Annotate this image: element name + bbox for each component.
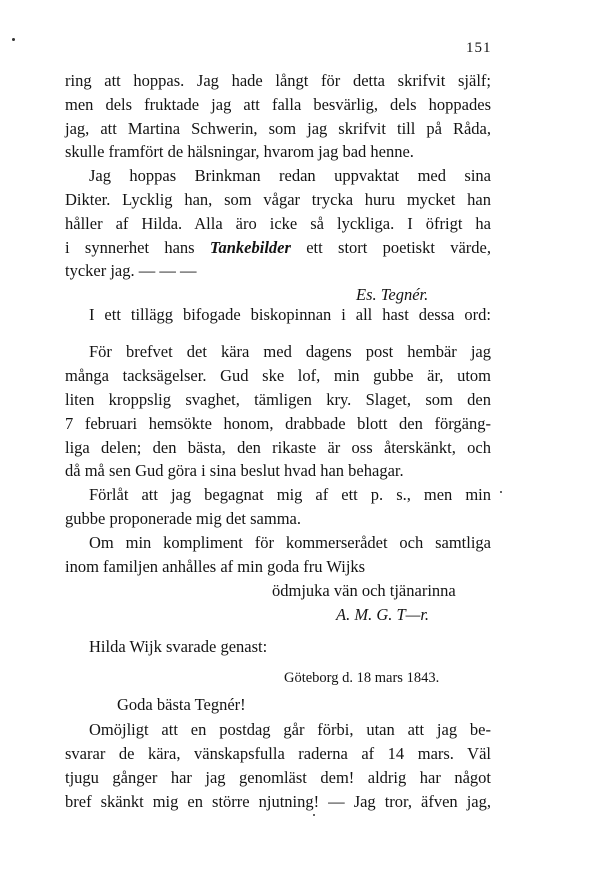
page-number: 151 <box>466 40 492 56</box>
text-line: liga delen; den bästa, den rikaste är oss återskänkt, och <box>65 438 491 457</box>
scan-speck <box>500 491 502 493</box>
text-line: I ett tillägg bifogade biskopinnan i all hast dessa ord: <box>89 305 491 324</box>
text-line: håller af Hilda. Alla äro icke så lyckliga. I öfrigt ha <box>65 214 491 233</box>
text-line: Förlåt att jag begagnat mig af ett p. s., men min <box>89 485 491 504</box>
text-line: men dels fruktade jag att falla besvärlig, dels hoppades <box>65 95 491 114</box>
text-line: gubbe proponerade mig det samma. <box>65 509 301 528</box>
text-line <box>65 237 491 259</box>
text-line: ring att hoppas. Jag hade långt för detta skrifvit själf; <box>65 71 491 90</box>
text-line: tjugu gånger har jag genomläst dem! aldrig har något <box>65 768 491 787</box>
text-segment: i synnerhet hans <box>65 238 210 257</box>
text-line: jag, att Martina Schwerin, som jag skrifvit till på Råda, <box>65 119 491 138</box>
italic-title: Tankebilder <box>209 238 291 257</box>
text-line: liten kroppslig svaghet, tämligen kry. Slaget, som den <box>65 390 491 409</box>
dateline: Göteborg d. 18 mars 1843. <box>284 670 440 686</box>
text-line: då må sen Gud göra i sina beslut hvad han behagar. <box>65 461 404 480</box>
text-line: Om min kompliment för kommerserådet och samtliga <box>89 533 491 552</box>
scan-speck <box>313 814 315 816</box>
text-line: inom familjen anhålles af min goda fru Wijks <box>65 557 366 576</box>
text-line: skulle framfört de hälsningar, hvarom jag bad henne. <box>65 142 414 161</box>
greeting: Goda bästa Tegnér! <box>117 695 246 714</box>
scan-speck <box>12 38 15 41</box>
text-segment: ett stort poetiskt värde, <box>290 238 491 257</box>
closing-line: ödmjuka vän och tjänarinna <box>272 581 456 600</box>
text-line: För brefvet det kära med dagens post hembär jag <box>89 342 491 361</box>
text-line: Dikter. Lycklig han, som vågar trycka huru mycket han <box>65 190 491 209</box>
text-line: tycker jag. — — — <box>65 261 197 280</box>
text-line: Hilda Wijk svarade genast: <box>89 637 268 656</box>
signature-amgt: A. M. G. T—r. <box>336 605 430 624</box>
text-line: Omöjligt att en postdag går förbi, utan att jag be- <box>89 720 491 739</box>
text-line: 7 februari hemsökte honom, drabbade blott den förgäng- <box>65 414 491 433</box>
signature-tegner: Es. Tegnér. <box>356 285 429 304</box>
text-line: Jag hoppas Brinkman redan uppvaktat med sina <box>89 166 491 185</box>
text-line: bref skänkt mig en större njutning! — Jag tror, äfven jag, <box>65 792 491 811</box>
text-line: svarar de kära, vänskapsfulla raderna af 14 mars. Väl <box>65 744 491 763</box>
text-line: många tacksägelser. Gud ske lof, min gubbe är, utom <box>65 366 491 385</box>
